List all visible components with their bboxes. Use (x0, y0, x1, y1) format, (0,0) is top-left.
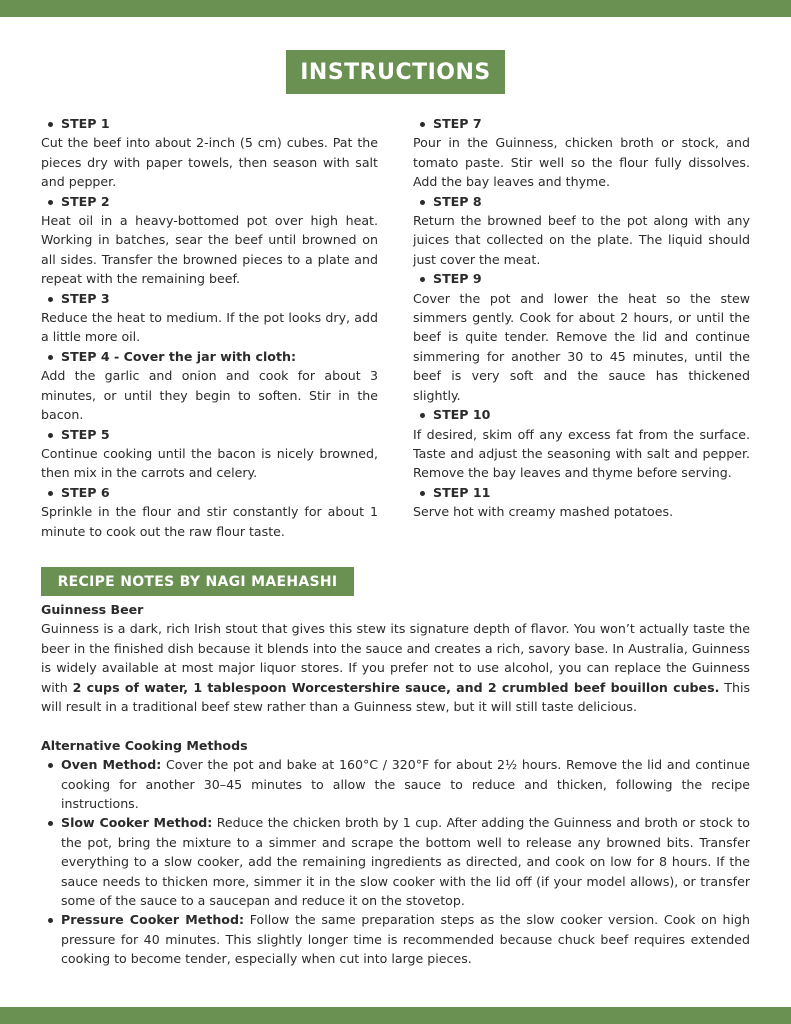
step-3-heading: STEP 3 (41, 289, 378, 308)
method-label: Oven Method: (61, 757, 162, 773)
step-9-heading: STEP 9 (413, 269, 750, 288)
bullet-icon (420, 277, 425, 282)
list-item (41, 910, 750, 968)
bullet-icon (48, 355, 53, 360)
bullet-icon (48, 763, 53, 768)
step-2-text: Heat oil in a heavy-bottomed pot over high heat. Working in batches, sear the beef until browned on all sides. Transfer the browned pieces to a plate and repeat with the remaining beef. (41, 213, 378, 287)
recipe-notes-heading: RECIPE NOTES BY NAGI MAEHASHI (41, 567, 354, 596)
step-4-text: Add the garlic and onion and cook for about 3 minutes, or until they begin to soften. Stir in the bacon. (41, 368, 378, 423)
recipe-notes (41, 600, 750, 969)
step-9-text: Cover the pot and lower the heat so the stew simmers gently. Cook for about 2 hours, or until the beef is quite tender. Remove the lid and continue simmering for another 30 to 45 minutes, until the beef is very soft and the sauce has thickened slightly. (413, 290, 750, 403)
step-11-heading: STEP 11 (413, 483, 750, 502)
step-6-text: Sprinkle in the flour and stir constantly for about 1 minute to cook out the raw flour taste. (41, 504, 378, 539)
step-11-text: Serve hot with creamy mashed potatoes. (413, 504, 674, 520)
step-5-text: Continue cooking until the bacon is nicely browned, then mix in the carrots and celery. (41, 445, 378, 481)
guinness-substitute: 2 cups of water, 1 tablespoon Worcestershire sauce, and 2 crumbled beef bouillon cubes. (72, 679, 720, 695)
method-text: Cover the pot and bake at 160°C / 320°F for about 2½ hours. Remove the lid and continue cooking for another 30–45 minutes to allow the sauce to reduce and thicken, following the recipe instructions. (61, 757, 750, 812)
method-text: Reduce the chicken broth by 1 cup. After adding the Guinness and broth or stock to the pot, bring the mixture to a simmer and scrape the bottom well to release any browned bits. Transfer everything to a slow cooker, add the remaining ingredients as directed, and cook on low for 8 hours. If the sauce needs to thicken more, simmer it in the slow cooker with the lid off (if your model allows), or transfer some of the sauce to a saucepan and reduce it on the stovetop. (61, 815, 750, 909)
bottom-band (0, 1007, 791, 1024)
list-item (41, 813, 750, 910)
step-10-text: If desired, skim off any excess fat from the surface. Taste and adjust the seasoning with salt and pepper. Remove the bay leaves and thyme before serving. (413, 426, 750, 481)
step-6-heading: STEP 6 (41, 483, 378, 502)
top-band (0, 0, 791, 17)
step-1-text: Cut the beef into about 2-inch (5 cm) cubes. Pat the pieces dry with paper towels, then season with salt and pepper. (41, 135, 378, 190)
guinness-heading: Guinness Beer (41, 602, 144, 617)
step-1-heading: STEP 1 (41, 114, 378, 133)
bullet-icon (420, 413, 425, 418)
bullet-icon (420, 122, 425, 127)
page-title: INSTRUCTIONS (286, 50, 505, 94)
bullet-icon (48, 122, 53, 127)
spacer (41, 716, 750, 735)
list-item (41, 755, 750, 813)
bullet-icon (48, 433, 53, 438)
method-label: Slow Cooker Method: (61, 815, 213, 831)
bullet-icon (48, 918, 53, 923)
alt-methods-list (41, 755, 750, 968)
step-7-heading: STEP 7 (413, 114, 750, 133)
bullet-icon (420, 200, 425, 205)
step-8-heading: STEP 8 (413, 192, 750, 211)
bullet-icon (48, 821, 53, 826)
method-label: Pressure Cooker Method: (61, 912, 245, 928)
bullet-icon (48, 200, 53, 205)
step-8-text: Return the browned beef to the pot along with any juices that collected on the plate. The liquid should just cover the meat. (413, 213, 750, 267)
bullet-icon (48, 297, 53, 302)
step-4-heading: STEP 4 - Cover the jar with cloth: (41, 347, 378, 366)
steps-column-right (413, 114, 750, 522)
step-5-heading: STEP 5 (41, 425, 378, 444)
step-7-text: Pour in the Guinness, chicken broth or stock, and tomato paste. Stir well so the flour fully dissolves. Add the bay leaves and thyme. (413, 135, 750, 190)
alt-methods-heading: Alternative Cooking Methods (41, 737, 248, 753)
guinness-text-2: This will result in a traditional beef stew rather than a Guinness stew, but it will still taste delicious. (41, 679, 751, 715)
bullet-icon (48, 491, 53, 496)
guinness-paragraph (41, 619, 750, 716)
step-3-text: Reduce the heat to medium. If the pot looks dry, add a little more oil. (41, 310, 378, 345)
bullet-icon (420, 491, 425, 496)
step-2-heading: STEP 2 (41, 192, 378, 211)
method-text: Follow the same preparation steps as the slow cooker version. Cook on high pressure for 40 minutes. This slightly longer time is recommended because chuck beef requires extended cooking to become tender, especially when cut into large pieces. (61, 912, 750, 967)
step-10-heading: STEP 10 (413, 405, 750, 424)
steps-column-left (41, 114, 378, 541)
guinness-text-1: Guinness is a dark, rich Irish stout that gives this stew its signature depth of flavor. You won’t actually taste the beer in the finished dish because it blends into the sauce and creates a rich, savory base. In Australia, Guinness is widely available at most major liquor stores. If you prefer not to use alcohol, you can replace the Guinness with (41, 621, 750, 695)
